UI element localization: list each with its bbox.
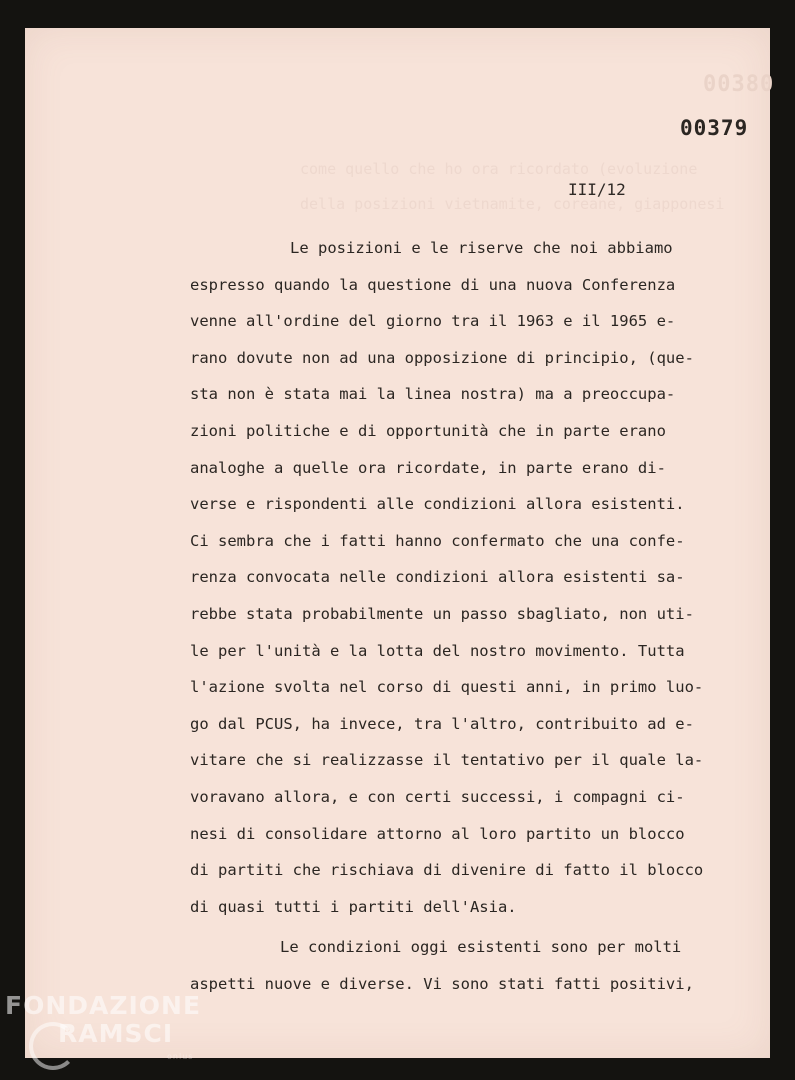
text-line: sta non è stata mai la linea nostra) ma a preoccupa- [190, 385, 676, 404]
watermark-line-2-text: RAMSCI [58, 1019, 174, 1048]
text-line: voravano allora, e con certi successi, i compagni ci- [190, 787, 685, 806]
text-line: renza convocata nelle condizioni allora esistenti sa- [190, 568, 685, 587]
text-line: di quasi tutti i partiti dell'Asia. [190, 897, 517, 916]
bleed-through-line: come quello che ho ora ricordato (evoluzione [300, 160, 698, 178]
page-reference: III/12 [568, 180, 626, 199]
bleed-through-line: della posizioni vietnamite, coreane, giapponesi [300, 195, 725, 213]
text-line: rebbe stata probabilmente un passo sbagliato, non uti- [190, 604, 694, 623]
text-line: espresso quando la questione di una nuova Conferenza [190, 275, 676, 294]
fondazione-gramsci-watermark [5, 991, 202, 1061]
text-line: di partiti che rischiava di divenire di fatto il blocco [190, 861, 704, 880]
watermark-sub: onlus [167, 1052, 194, 1061]
text-line: verse e rispondenti alle condizioni allora esistenti. [190, 495, 685, 514]
text-line: Le condizioni oggi esistenti sono per molti [280, 938, 682, 957]
text-line: nesi di consolidare attorno al loro partito un blocco [190, 824, 685, 843]
text-line: zioni politiche e di opportunità che in parte erano [190, 421, 666, 440]
watermark-line-1: FONDAZIONE [5, 991, 202, 1020]
typed-body-text [190, 230, 730, 1002]
text-line: le per l'unità e la lotta del nostro movimento. Tutta [190, 641, 685, 660]
text-line: Ci sembra che i fatti hanno confermato che una confe- [190, 531, 685, 550]
bleed-through-number: 00380 [703, 72, 775, 97]
watermark-line-2 [5, 1020, 201, 1048]
text-line: vitare che si realizzasse il tentativo per il quale la- [190, 751, 704, 770]
text-line: aspetti nuove e diverse. Vi sono stati fatti positivi, [190, 974, 694, 993]
watermark-g-logo-icon [29, 1022, 77, 1070]
text-line: go dal PCUS, ha invece, tra l'altro, contribuito ad e- [190, 714, 694, 733]
text-line: analoghe a quelle ora ricordate, in parte erano di- [190, 458, 666, 477]
text-line: rano dovute non ad una opposizione di principio, (que- [190, 348, 694, 367]
text-line: venne all'ordine del giorno tra il 1963 e il 1965 e- [190, 312, 676, 331]
document-number: 00379 [680, 116, 749, 140]
text-line: l'azione svolta nel corso di questi anni, in primo luo- [190, 678, 704, 697]
text-line: Le posizioni e le riserve che noi abbiamo [290, 239, 673, 257]
